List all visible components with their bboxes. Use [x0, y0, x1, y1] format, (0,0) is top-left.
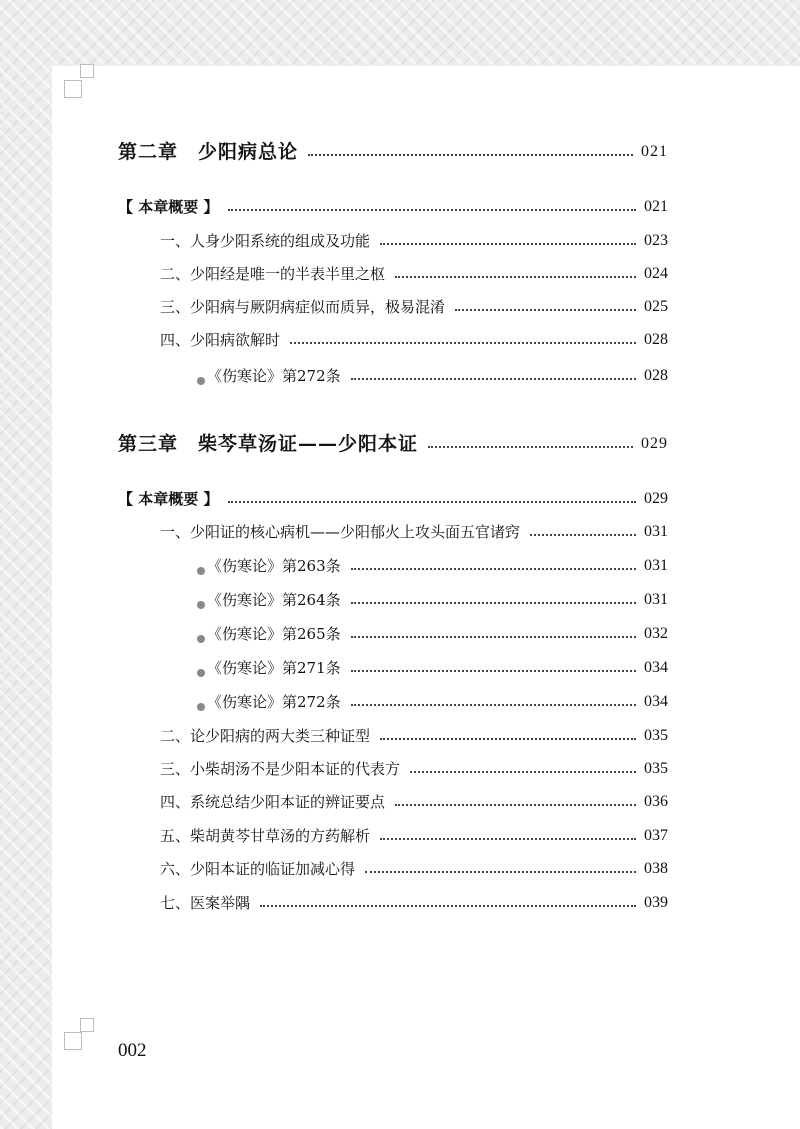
toc-section[interactable] — [160, 330, 668, 350]
entry-label: 二、少阳经是唯一的半表半里之枢 — [160, 265, 386, 283]
entry-label: 《伤寒论》第264条 — [207, 591, 341, 609]
leader-dots — [351, 636, 636, 638]
corner-ornament-bottom — [64, 1032, 82, 1050]
entry-label: 四、系统总结少阳本证的辨证要点 — [160, 793, 386, 811]
leader-dots — [395, 804, 636, 806]
leader-dots — [228, 209, 636, 211]
entry-label: 三、小柴胡汤不是少阳本证的代表方 — [160, 760, 401, 778]
page-ref: 034 — [644, 693, 668, 710]
leader-dots — [380, 838, 636, 840]
leader-dots — [380, 243, 636, 245]
leader-dots — [290, 342, 636, 344]
toc-chapter-3[interactable] — [118, 434, 668, 454]
toc-section[interactable] — [160, 759, 668, 779]
page-ref: 035 — [644, 760, 668, 777]
toc-section[interactable] — [160, 859, 668, 879]
toc-ref[interactable] — [197, 658, 668, 678]
leader-dots — [351, 704, 636, 706]
page-ref: 023 — [644, 232, 668, 249]
page-ref: 038 — [644, 860, 668, 877]
entry-label: 一、人身少阳系统的组成及功能 — [160, 232, 371, 250]
entry-label: 六、少阳本证的临证加减心得 — [160, 860, 356, 878]
leader-dots — [228, 501, 636, 503]
page-number: 002 — [118, 1040, 147, 1061]
toc-section[interactable] — [160, 893, 668, 913]
entry-label: 三、少阳病与厥阴病症似而质异，极易混淆 — [160, 298, 446, 316]
toc-summary[interactable] — [118, 489, 668, 509]
page-ref: 024 — [644, 265, 668, 282]
leader-dots — [365, 871, 636, 873]
page-ref: 029 — [641, 435, 668, 452]
page-ref: 021 — [644, 198, 668, 215]
leader-dots — [395, 276, 636, 278]
toc-ref[interactable] — [197, 590, 668, 610]
bullet-icon — [197, 669, 205, 677]
page-ref: 031 — [644, 557, 668, 574]
page-ref: 029 — [644, 490, 668, 507]
leader-dots — [260, 905, 636, 907]
page-ref: 032 — [644, 625, 668, 642]
bullet-icon — [197, 601, 205, 609]
leader-dots — [351, 602, 636, 604]
toc-ref[interactable] — [197, 692, 668, 712]
page-ref: 034 — [644, 659, 668, 676]
page-ref: 031 — [644, 591, 668, 608]
toc-ref[interactable] — [197, 366, 668, 386]
leader-dots — [351, 568, 636, 570]
bullet-icon — [197, 377, 205, 385]
entry-label: 【 本章概要 】 — [118, 198, 219, 216]
toc-ref[interactable] — [197, 624, 668, 644]
leader-dots — [351, 378, 636, 380]
page-ref: 025 — [644, 298, 668, 315]
entry-label: 二、论少阳病的两大类三种证型 — [160, 727, 371, 745]
page-ref: 036 — [644, 793, 668, 810]
entry-label: 五、柴胡黄芩甘草汤的方药解析 — [160, 827, 371, 845]
toc-section[interactable] — [160, 522, 668, 542]
bullet-icon — [197, 635, 205, 643]
toc-section[interactable] — [160, 297, 668, 317]
entry-label: 《伤寒论》第265条 — [207, 625, 341, 643]
page-ref: 028 — [644, 331, 668, 348]
corner-ornament-bottom-inner — [80, 1018, 94, 1032]
toc-summary[interactable] — [118, 197, 668, 217]
entry-label: 七、医案举隅 — [160, 894, 251, 912]
bullet-icon — [197, 703, 205, 711]
page-ref: 028 — [644, 367, 668, 384]
entry-label: 《伤寒论》第272条 — [207, 367, 341, 385]
page-ref: 039 — [644, 894, 668, 911]
toc-chapter-2[interactable] — [118, 142, 668, 162]
leader-dots — [530, 534, 636, 536]
toc-section[interactable] — [160, 231, 668, 251]
toc-section[interactable] — [160, 726, 668, 746]
page-ref: 035 — [644, 727, 668, 744]
page-ref: 037 — [644, 827, 668, 844]
entry-label: 四、少阳病欲解时 — [160, 331, 281, 349]
entry-label: 一、少阳证的核心病机——少阳郁火上攻头面五官诸窍 — [160, 523, 521, 541]
leader-dots — [380, 738, 636, 740]
leader-dots — [428, 446, 633, 448]
entry-label: 《伤寒论》第272条 — [207, 693, 341, 711]
corner-ornament-top-inner — [80, 64, 94, 78]
leader-dots — [351, 670, 636, 672]
leader-dots — [455, 309, 636, 311]
toc-ref[interactable] — [197, 556, 668, 576]
page-ref: 021 — [641, 143, 668, 160]
leader-dots — [410, 771, 636, 773]
bullet-icon — [197, 567, 205, 575]
toc-section[interactable] — [160, 792, 668, 812]
entry-label: 【 本章概要 】 — [118, 490, 219, 508]
chapter-title: 第三章 柴芩草汤证——少阳本证 — [118, 433, 419, 455]
chapter-title: 第二章 少阳病总论 — [118, 141, 299, 163]
page-ref: 031 — [644, 523, 668, 540]
leader-dots — [308, 154, 633, 156]
entry-label: 《伤寒论》第263条 — [207, 557, 341, 575]
toc-section[interactable] — [160, 826, 668, 846]
toc-section[interactable] — [160, 264, 668, 284]
corner-ornament-top — [64, 80, 82, 98]
entry-label: 《伤寒论》第271条 — [207, 659, 341, 677]
